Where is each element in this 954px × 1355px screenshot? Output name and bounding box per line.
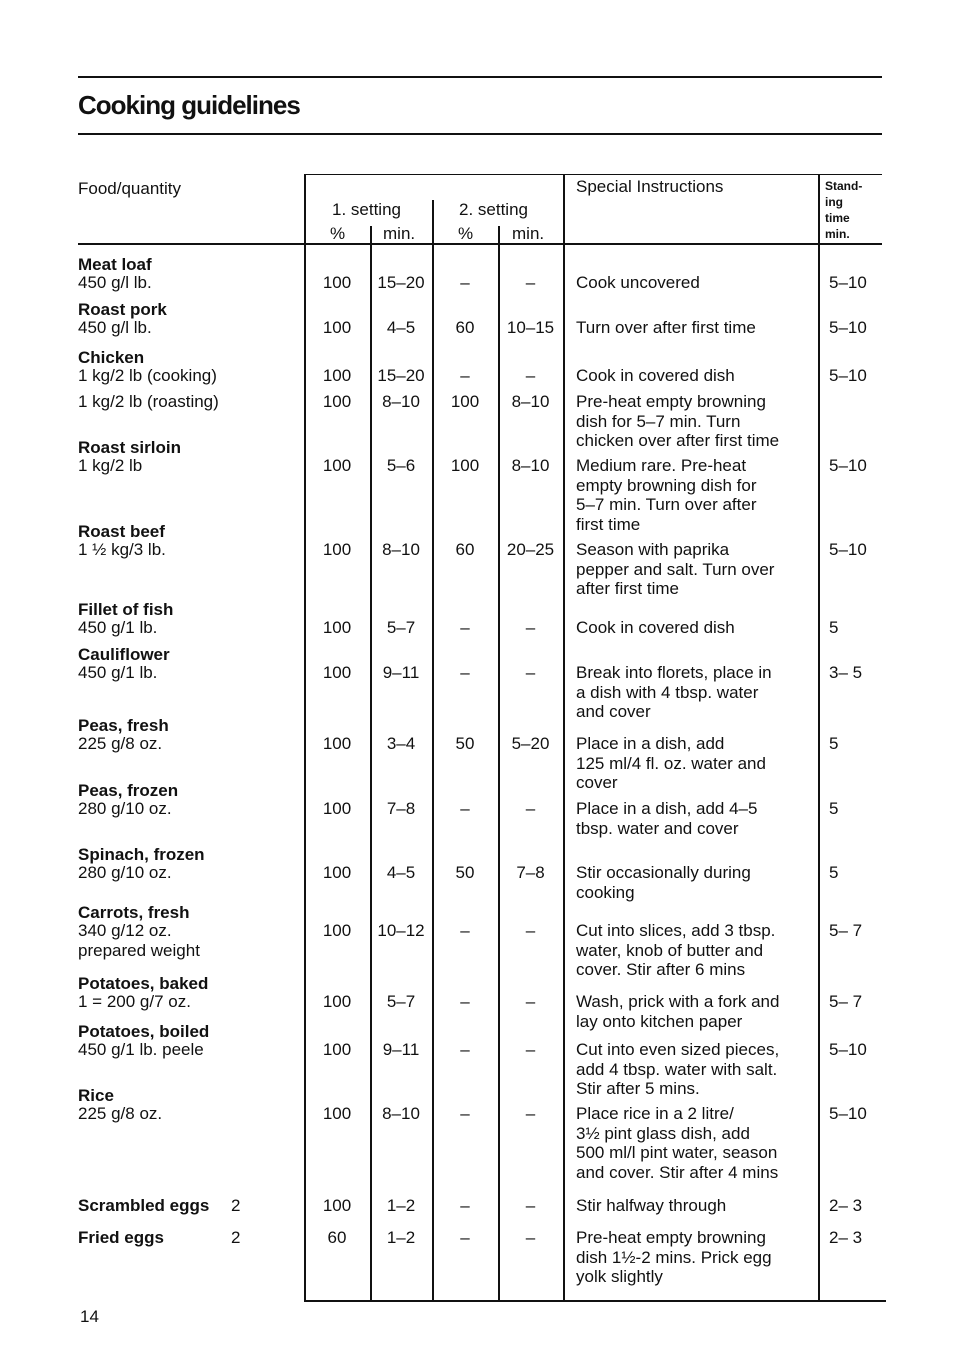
s1-percent: 100 xyxy=(322,1196,352,1215)
s1-minutes: 3–4 xyxy=(386,734,416,753)
instruction-line: tbsp. water and cover xyxy=(576,818,739,838)
s1-minutes: 5–7 xyxy=(386,992,416,1011)
instruction-line: Wash, prick with a fork and xyxy=(576,992,780,1011)
s1-minutes: 9–11 xyxy=(382,1040,420,1059)
s1-minutes: 15–20 xyxy=(377,366,425,385)
s2-minutes: 10–15 xyxy=(506,318,555,337)
instruction-line: Cut into slices, add 3 tbsp. xyxy=(576,921,776,940)
standing-time: 3– 5 xyxy=(829,663,863,682)
s1-percent: 100 xyxy=(322,318,352,337)
s2-percent: – xyxy=(460,1104,470,1123)
header-setting2: 2. setting xyxy=(459,200,528,219)
s2-minutes: – xyxy=(525,1196,536,1215)
s2-minutes: – xyxy=(525,273,536,292)
instruction-line: 500 ml/l pint water, season xyxy=(576,1143,778,1162)
s1-minutes: 8–10 xyxy=(382,540,420,559)
s1-percent: 100 xyxy=(322,366,352,385)
s2-minutes: – xyxy=(525,366,536,385)
instruction-line: after first time xyxy=(576,579,679,598)
instruction-line: Cook in covered dish xyxy=(576,618,735,637)
s2-minutes: – xyxy=(525,992,536,1011)
s2-percent: – xyxy=(460,1196,470,1215)
instruction-line: Turn over after first time xyxy=(576,318,756,337)
s2-percent: – xyxy=(460,1040,470,1059)
s1-minutes: 1–2 xyxy=(386,1196,416,1215)
s2-minutes: 7–8 xyxy=(516,863,545,882)
instruction-line: first time xyxy=(576,514,641,534)
food-name: Roast pork xyxy=(78,300,167,319)
page-title: Cooking guidelines xyxy=(78,90,300,120)
food-quantity: 450 g/l lb. xyxy=(78,273,152,292)
s2-minutes: 20–25 xyxy=(506,540,555,559)
s1-minutes: 9–11 xyxy=(382,663,420,682)
s2-percent: – xyxy=(460,273,470,292)
food-quantity: 450 g/1 lb. xyxy=(78,618,158,637)
standing-time: 5–10 xyxy=(829,366,867,385)
s2-minutes: – xyxy=(525,663,536,682)
food-name: Spinach, frozen xyxy=(78,845,205,864)
food-quantity: 225 g/8 oz. xyxy=(78,1104,163,1123)
standing-time: 5–10 xyxy=(829,540,867,559)
instruction-line: add 4 tbsp. water with salt. xyxy=(576,1059,778,1079)
standing-time: 2– 3 xyxy=(829,1228,863,1247)
food-quantity: 450 g/1 lb. peele xyxy=(78,1040,204,1059)
header-standing-4: min. xyxy=(825,227,850,241)
instruction-line: lay onto kitchen paper xyxy=(576,1011,743,1031)
s1-percent: 100 xyxy=(322,540,352,559)
table-bottom-rule xyxy=(304,1300,886,1302)
s2-percent: – xyxy=(460,1228,470,1247)
s1-percent: 100 xyxy=(322,921,352,940)
title-underline xyxy=(78,133,882,135)
food-count: 2 xyxy=(231,1196,241,1215)
s2-minutes: – xyxy=(525,1040,536,1059)
instruction-line: Cook in covered dish xyxy=(576,366,735,385)
instruction-line: empty browning dish for xyxy=(576,475,757,495)
s2-minutes: 8–10 xyxy=(511,392,550,411)
standing-time: 5–10 xyxy=(829,456,867,475)
s1-minutes: 5–7 xyxy=(386,618,416,637)
s1-percent: 100 xyxy=(322,392,352,411)
food-name: Roast beef xyxy=(78,522,165,541)
instruction-line: Place in a dish, add xyxy=(576,734,725,753)
s1-percent: 100 xyxy=(322,1040,352,1059)
col-divider-s1 xyxy=(370,226,372,1302)
standing-time: 5 xyxy=(829,734,839,753)
food-quantity: 1 ½ kg/3 lb. xyxy=(78,540,166,559)
instruction-line: Stir after 5 mins. xyxy=(576,1079,700,1098)
food-quantity: 1 kg/2 lb xyxy=(78,456,143,475)
s1-minutes: 1–2 xyxy=(386,1228,416,1247)
instruction-line: dish 1½-2 mins. Prick egg xyxy=(576,1247,772,1267)
instruction-line: Pre-heat empty browning xyxy=(576,1228,766,1247)
instruction-line: dish for 5–7 min. Turn xyxy=(576,411,741,431)
s1-percent: 100 xyxy=(322,618,352,637)
food-name: Roast sirloin xyxy=(78,438,181,457)
s1-percent: 100 xyxy=(322,663,352,682)
header-s2-min: min. xyxy=(512,224,545,243)
s1-percent: 100 xyxy=(322,992,352,1011)
instruction-line: 5–7 min. Turn over after xyxy=(576,495,757,514)
food-quantity: 450 g/1 lb. xyxy=(78,663,158,682)
food-quantity: prepared weight xyxy=(78,940,200,960)
standing-time: 2– 3 xyxy=(829,1196,863,1215)
instruction-line: Stir occasionally during xyxy=(576,863,751,882)
s1-percent: 100 xyxy=(322,734,352,753)
s1-minutes: 8–10 xyxy=(382,392,420,411)
food-quantity: 1 kg/2 lb (roasting) xyxy=(78,392,219,411)
food-name: Potatoes, baked xyxy=(78,974,209,993)
s1-minutes: 8–10 xyxy=(382,1104,420,1123)
s1-minutes: 4–5 xyxy=(386,863,416,882)
header-s1-pct: % xyxy=(330,224,346,243)
instruction-line: 3½ pint glass dish, add xyxy=(576,1123,750,1143)
instruction-line: Pre-heat empty browning xyxy=(576,392,766,411)
s2-percent: 60 xyxy=(455,318,475,337)
header-food: Food/quantity xyxy=(78,179,182,198)
instruction-line: chicken over after first time xyxy=(576,431,780,450)
header-instructions: Special Instructions xyxy=(576,177,724,196)
s2-minutes: – xyxy=(525,799,536,818)
instruction-line: a dish with 4 tbsp. water xyxy=(576,682,759,702)
s2-percent: – xyxy=(460,663,470,682)
header-s2-pct: % xyxy=(458,224,474,243)
s2-percent: – xyxy=(460,799,470,818)
s2-percent: – xyxy=(460,366,470,385)
s2-percent: – xyxy=(460,921,470,940)
s2-minutes: – xyxy=(525,618,536,637)
header-standing-1: Stand- xyxy=(825,179,863,193)
food-name: Cauliflower xyxy=(78,645,170,664)
food-name: Peas, frozen xyxy=(78,781,179,800)
standing-time: 5 xyxy=(829,618,839,637)
s1-percent: 100 xyxy=(322,273,352,292)
instruction-line: and cover xyxy=(576,702,651,721)
instruction-line: Stir halfway through xyxy=(576,1196,727,1215)
instruction-line: 125 ml/4 fl. oz. water and xyxy=(576,753,766,773)
food-name: Peas, fresh xyxy=(78,716,169,735)
standing-time: 5– 7 xyxy=(829,992,863,1011)
s1-minutes: 5–6 xyxy=(386,456,416,475)
food-quantity: 340 g/12 oz. xyxy=(78,921,172,940)
standing-time: 5–10 xyxy=(829,1040,867,1059)
instruction-line: pepper and salt. Turn over xyxy=(576,559,775,579)
s2-percent: 100 xyxy=(450,456,480,475)
s1-percent: 100 xyxy=(322,799,352,818)
standing-time: 5– 7 xyxy=(829,921,863,940)
standing-time: 5 xyxy=(829,799,839,818)
instruction-line: Break into florets, place in xyxy=(576,663,772,682)
s1-percent: 100 xyxy=(322,1104,352,1123)
s1-minutes: 15–20 xyxy=(377,273,425,292)
s2-percent: 100 xyxy=(450,392,480,411)
table-top-rule xyxy=(304,174,882,175)
s2-minutes: – xyxy=(525,921,536,940)
standing-time: 5–10 xyxy=(829,273,867,292)
food-quantity: 450 g/l lb. xyxy=(78,318,152,337)
food-quantity: 1 = 200 g/7 oz. xyxy=(78,992,191,1011)
food-name: Rice xyxy=(78,1086,114,1105)
food-name: Carrots, fresh xyxy=(78,903,190,922)
s2-percent: 50 xyxy=(455,863,475,882)
food-name: Potatoes, boiled xyxy=(78,1022,210,1041)
standing-time: 5–10 xyxy=(829,1104,867,1123)
s2-minutes: – xyxy=(525,1104,536,1123)
food-name: Meat loaf xyxy=(78,255,152,274)
food-name: Chicken xyxy=(78,348,145,367)
s2-minutes: 5–20 xyxy=(511,734,550,753)
food-count: 2 xyxy=(231,1228,241,1247)
header-standing-3: time xyxy=(825,211,850,225)
s2-percent: – xyxy=(460,992,470,1011)
s2-minutes: 8–10 xyxy=(511,456,550,475)
food-name: Fillet of fish xyxy=(78,600,174,619)
header-setting1: 1. setting xyxy=(332,200,401,219)
header-rule xyxy=(78,243,882,245)
instruction-line: Place in a dish, add 4–5 xyxy=(576,799,758,818)
s2-minutes: – xyxy=(525,1228,536,1247)
s1-minutes: 4–5 xyxy=(386,318,416,337)
col-divider-s2 xyxy=(498,226,500,1302)
instruction-line: Cut into even sized pieces, xyxy=(576,1040,780,1059)
standing-time: 5 xyxy=(829,863,839,882)
instruction-line: cover. Stir after 6 mins xyxy=(576,960,746,979)
food-quantity: 1 kg/2 lb (cooking) xyxy=(78,366,217,385)
s2-percent: 60 xyxy=(455,540,475,559)
instruction-line: yolk slightly xyxy=(576,1267,663,1286)
standing-time: 5–10 xyxy=(829,318,867,337)
instruction-line: Medium rare. Pre-heat xyxy=(576,456,747,475)
instruction-line: and cover. Stir after 4 mins xyxy=(576,1162,779,1182)
food-name: Scrambled eggs xyxy=(78,1196,210,1215)
top-rule xyxy=(78,76,882,78)
s2-percent: – xyxy=(460,618,470,637)
food-quantity: 225 g/8 oz. xyxy=(78,734,163,753)
col-divider-stand xyxy=(818,174,820,1302)
s1-percent: 100 xyxy=(322,863,352,882)
header-s1-min: min. xyxy=(383,224,416,243)
header-standing-2: ing xyxy=(825,195,843,209)
food-name: Fried eggs xyxy=(78,1228,164,1247)
s1-minutes: 10–12 xyxy=(377,921,425,940)
instruction-line: Cook uncovered xyxy=(576,273,700,292)
col-divider-instr xyxy=(563,174,565,1302)
s1-minutes: 7–8 xyxy=(386,799,416,818)
instruction-line: water, knob of butter and xyxy=(576,940,764,960)
instruction-line: Season with paprika xyxy=(576,540,730,559)
instruction-line: cover xyxy=(576,773,618,792)
food-quantity: 280 g/10 oz. xyxy=(78,799,172,818)
instruction-line: Place rice in a 2 litre/ xyxy=(576,1104,734,1123)
page-number: 14 xyxy=(80,1307,99,1326)
food-quantity: 280 g/10 oz. xyxy=(78,863,172,882)
s1-percent: 60 xyxy=(327,1228,347,1247)
s2-percent: 50 xyxy=(455,734,475,753)
instruction-line: cooking xyxy=(576,882,635,902)
s1-percent: 100 xyxy=(322,456,352,475)
